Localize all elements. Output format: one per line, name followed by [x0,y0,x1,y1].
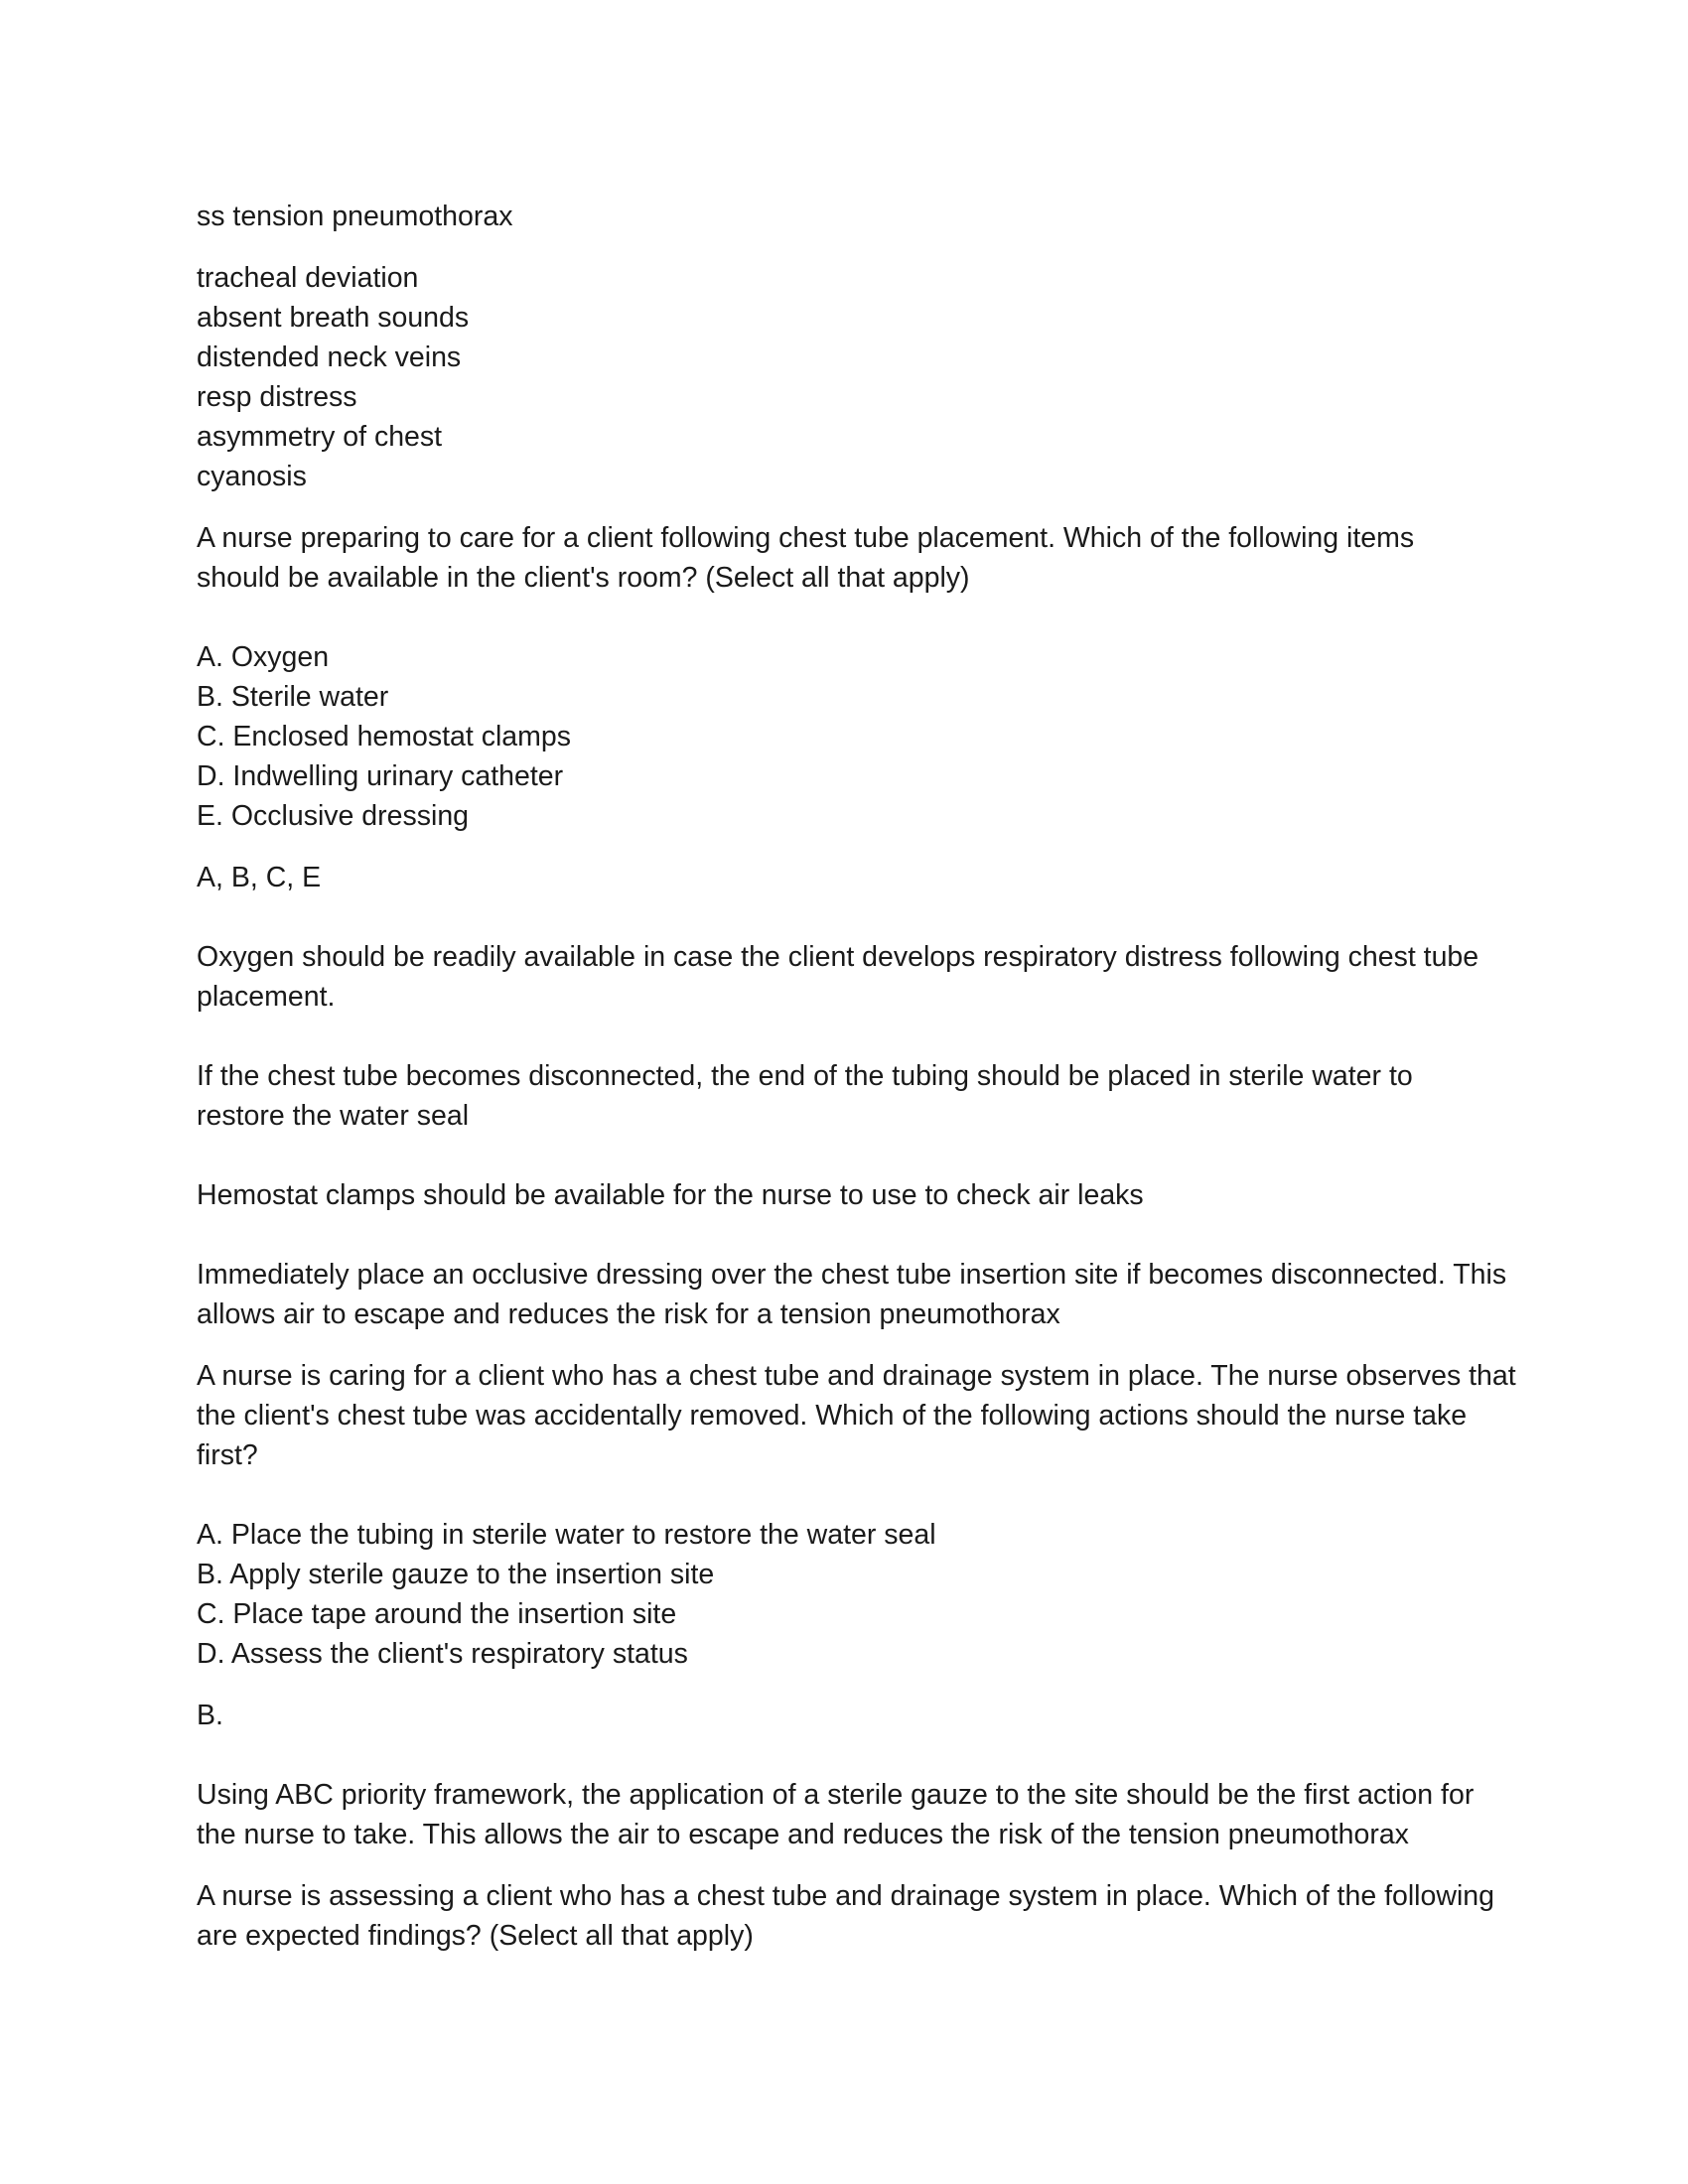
option-d: D. Assess the client's respiratory status [197,1638,688,1670]
question-1-rationale-dressing [197,1255,1507,1334]
option-a: A. Place the tubing in sterile water to restore the water seal [197,1519,936,1551]
sign-item: tracheal deviation [197,262,419,294]
question-1-options [197,637,1491,836]
question-3-stem [197,1876,1494,1956]
question-3-stem-line: A nurse is assessing a client who has a chest tube and drainage system in place. Which of the following [197,1880,1494,1912]
heading-tension-pneumothorax [197,197,1491,236]
question-2-stem-line: the client's chest tube was accidentally removed. Which of the following actions should the nurse take [197,1400,1468,1432]
answer-text: B. [197,1700,223,1731]
sign-item: cyanosis [197,461,307,492]
question-1-stem [197,518,1491,598]
question-2-options [197,1515,1491,1674]
question-2-answer [197,1696,1491,1735]
option-b: B. Sterile water [197,681,389,713]
question-1-rationale-sterile-water [197,1056,1491,1136]
sign-item: absent breath sounds [197,302,470,334]
option-e: E. Occlusive dressing [197,800,470,832]
rationale-line: Immediately place an occlusive dressing over the chest tube insertion site if becomes disconnected. This [197,1259,1507,1291]
rationale-line: Using ABC priority framework, the application of a sterile gauze to the site should be the first action for [197,1779,1475,1811]
question-1-stem-line: A nurse preparing to care for a client following chest tube placement. Which of the following items [197,522,1415,554]
sign-item: resp distress [197,381,357,413]
question-3-stem-line: are expected findings? (Select all that apply) [197,1920,754,1952]
rationale-line: If the chest tube becomes disconnected, the end of the tubing should be placed in sterile water to [197,1060,1413,1092]
answer-text: A, B, C, E [197,862,322,893]
rationale-line: the nurse to take. This allows the air to escape and reduces the risk of the tension pneumothorax [197,1819,1409,1850]
heading-text: ss tension pneumothorax [197,201,513,232]
rationale-line: placement. [197,981,336,1013]
rationale-line: Hemostat clamps should be available for the nurse to use to check air leaks [197,1179,1144,1211]
question-1-stem-line: should be available in the client's room? (Select all that apply) [197,562,970,594]
signs-list [197,258,1491,496]
question-1-answer [197,858,1491,897]
question-1-rationale-hemostat [197,1175,1491,1215]
question-2-stem [197,1356,1516,1475]
option-a: A. Oxygen [197,641,330,673]
question-2-stem-line: A nurse is caring for a client who has a chest tube and drainage system in place. The nurse observes that [197,1360,1516,1392]
question-2-stem-line: first? [197,1439,258,1471]
rationale-line: allows air to escape and reduces the risk for a tension pneumothorax [197,1298,1060,1330]
question-2-rationale [197,1775,1491,1854]
document-body [197,197,1516,1956]
option-d: D. Indwelling urinary catheter [197,760,564,792]
option-c: C. Place tape around the insertion site [197,1598,677,1630]
rationale-line: Oxygen should be readily available in case the client develops respiratory distress following chest tube [197,941,1479,973]
option-c: C. Enclosed hemostat clamps [197,721,571,752]
sign-item: asymmetry of chest [197,421,443,453]
option-b: B. Apply sterile gauze to the insertion site [197,1559,715,1590]
rationale-line: restore the water seal [197,1100,470,1132]
question-1-rationale-oxygen [197,937,1491,1017]
sign-item: distended neck veins [197,341,462,373]
